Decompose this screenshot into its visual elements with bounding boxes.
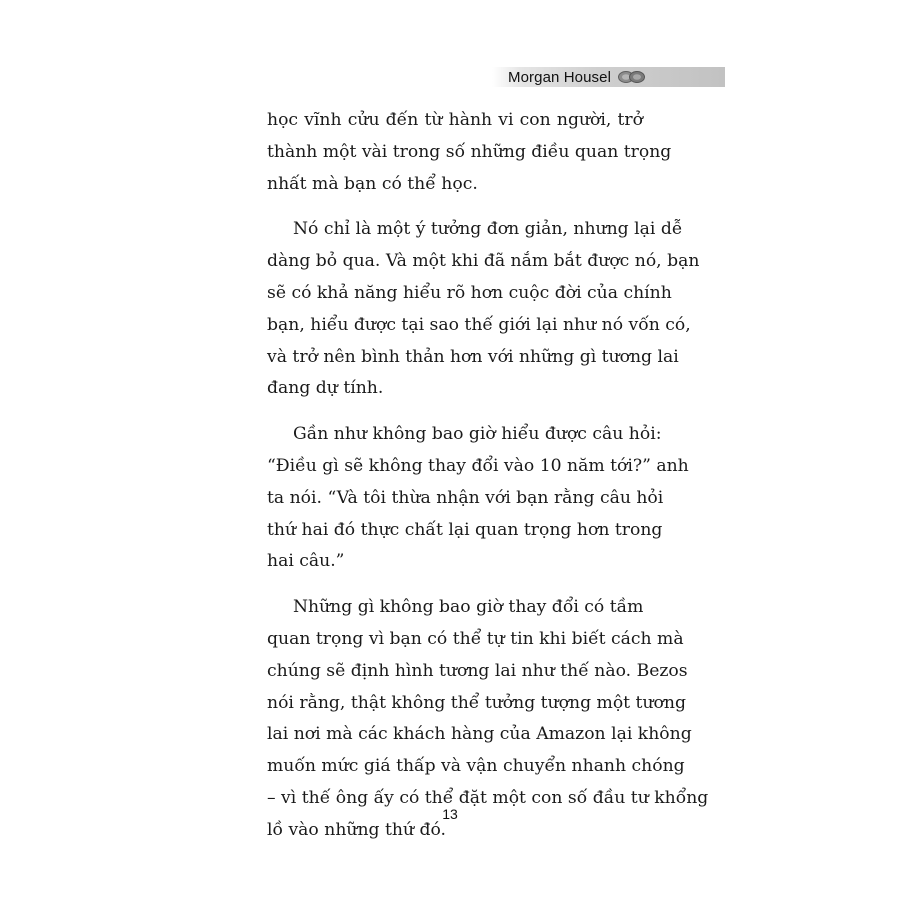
text-line: chúng sẽ định hình tương lai như thế nào. Bezos xyxy=(267,660,688,681)
text-line: bạn, hiểu được tại sao thế giới lại như nó vốn có, xyxy=(267,314,691,335)
text-line: và trở nên bình thản hơn với những gì tương lai xyxy=(267,346,679,367)
paragraph-2 xyxy=(267,214,700,405)
text-line: Nó chỉ là một ý tưởng đơn giản, nhưng lại dễ xyxy=(293,219,683,240)
text-line: nói rằng, thật không thể tưởng tượng một tương xyxy=(267,692,686,713)
text-line: quan trọng vì bạn có thể tự tin khi biết cách mà xyxy=(267,628,684,649)
text-line: Gần như không bao giờ hiểu được câu hỏi: xyxy=(293,424,662,445)
text-line: “Điều gì sẽ không thay đổi vào 10 năm tới?” anh xyxy=(267,455,689,476)
text-line: thứ hai đó thực chất lại quan trọng hơn trong xyxy=(267,519,663,540)
body-text xyxy=(267,105,709,861)
text-line: đang dự tính. xyxy=(267,378,384,399)
running-header xyxy=(492,67,725,87)
paragraph-3 xyxy=(267,419,689,578)
text-line: sẽ có khả năng hiểu rõ hơn cuộc đời của chính xyxy=(267,282,672,303)
text-line: lai nơi mà các khách hàng của Amazon lại không xyxy=(267,724,692,745)
author-name: Morgan Housel xyxy=(508,68,612,86)
text-line: nhất mà bạn có thể học. xyxy=(267,173,478,194)
text-line: – vì thế ông ấy có thể đặt một con số đầu tư khổng xyxy=(267,787,709,808)
double-circle-ornament-icon xyxy=(617,70,647,84)
paragraph-1 xyxy=(267,105,672,200)
text-line: Những gì không bao giờ thay đổi có tầm xyxy=(293,597,644,618)
text-line: thành một vài trong số những điều quan trọng xyxy=(267,141,672,162)
text-line: ta nói. “Và tôi thừa nhận với bạn rằng câu hỏi xyxy=(267,487,664,508)
text-line: lồ vào những thứ đó. xyxy=(267,819,447,840)
text-line: dàng bỏ qua. Và một khi đã nắm bắt được nó, bạn xyxy=(267,251,700,272)
text-line: học vĩnh cửu đến từ hành vi con người, trở xyxy=(267,110,643,130)
text-line: muốn mức giá thấp và vận chuyển nhanh chóng xyxy=(267,756,685,777)
page-number: 13 xyxy=(442,806,458,822)
text-line: hai câu.” xyxy=(267,551,345,572)
